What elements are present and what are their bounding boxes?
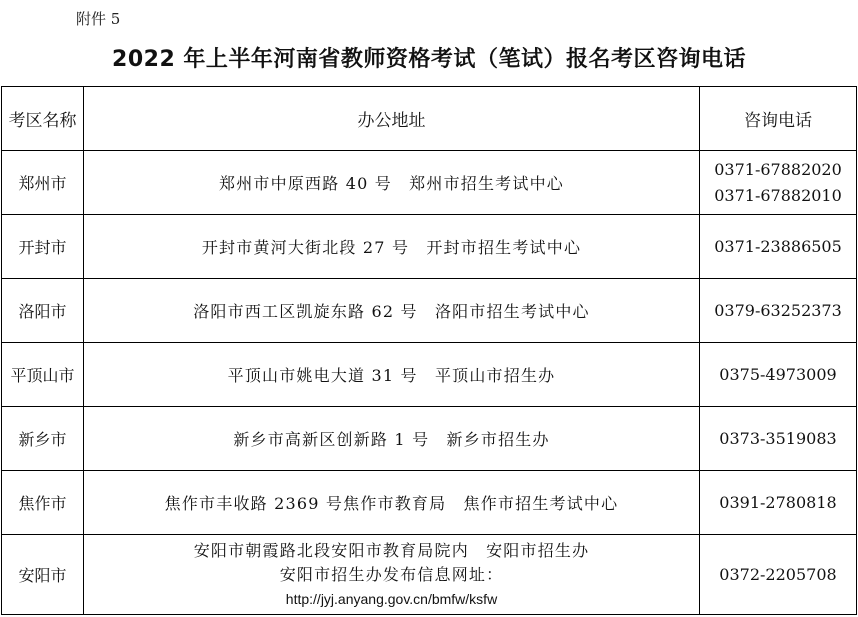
phone-cell: 0379-63252373 xyxy=(700,279,857,343)
address-cell xyxy=(84,535,700,615)
table-row xyxy=(2,343,857,407)
attachment-label: 附件 5 xyxy=(76,10,121,28)
address-cell: 新乡市高新区创新路 1 号 新乡市招生办 xyxy=(84,407,700,471)
phone-number: 0371-67882010 xyxy=(714,185,842,205)
table-row xyxy=(2,151,857,215)
contact-table xyxy=(1,86,857,615)
table-header-row xyxy=(2,87,857,151)
phone-cell: 0371-23886505 xyxy=(700,215,857,279)
address-line: 安阳市招生办发布信息网址： xyxy=(279,564,504,584)
region-cell: 安阳市 xyxy=(2,535,84,615)
table-row xyxy=(2,407,857,471)
phone-cell: 0373-3519083 xyxy=(700,407,857,471)
region-cell: 郑州市 xyxy=(2,151,84,215)
address-cell: 洛阳市西工区凯旋东路 62 号 洛阳市招生考试中心 xyxy=(84,279,700,343)
region-cell: 洛阳市 xyxy=(2,279,84,343)
header-region: 考区名称 xyxy=(2,87,84,151)
address-cell: 开封市黄河大街北段 27 号 开封市招生考试中心 xyxy=(84,215,700,279)
phone-cell: 0372-2205708 xyxy=(700,535,857,615)
table-row xyxy=(2,215,857,279)
address-cell: 焦作市丰收路 2369 号焦作市教育局 焦作市招生考试中心 xyxy=(84,471,700,535)
table-row xyxy=(2,535,857,615)
phone-number: 0371-67882020 xyxy=(714,159,842,179)
region-cell: 平顶山市 xyxy=(2,343,84,407)
header-address: 办公地址 xyxy=(84,87,700,151)
address-line: 安阳市朝霞路北段安阳市教育局院内 安阳市招生办 xyxy=(193,540,590,560)
header-phone: 咨询电话 xyxy=(700,87,857,151)
address-cell: 平顶山市姚电大道 31 号 平顶山市招生办 xyxy=(84,343,700,407)
region-cell: 开封市 xyxy=(2,215,84,279)
table-row xyxy=(2,471,857,535)
region-cell: 焦作市 xyxy=(2,471,84,535)
page-title: 2022 年上半年河南省教师资格考试（笔试）报名考区咨询电话 xyxy=(112,47,746,72)
phone-cell: 0375-4973009 xyxy=(700,343,857,407)
phone-cell: 0391-2780818 xyxy=(700,471,857,535)
website-url: http://jyj.anyang.gov.cn/bmfw/ksfw xyxy=(285,590,498,607)
table-row xyxy=(2,279,857,343)
region-cell: 新乡市 xyxy=(2,407,84,471)
phone-cell xyxy=(700,151,857,215)
address-cell: 郑州市中原西路 40 号 郑州市招生考试中心 xyxy=(84,151,700,215)
